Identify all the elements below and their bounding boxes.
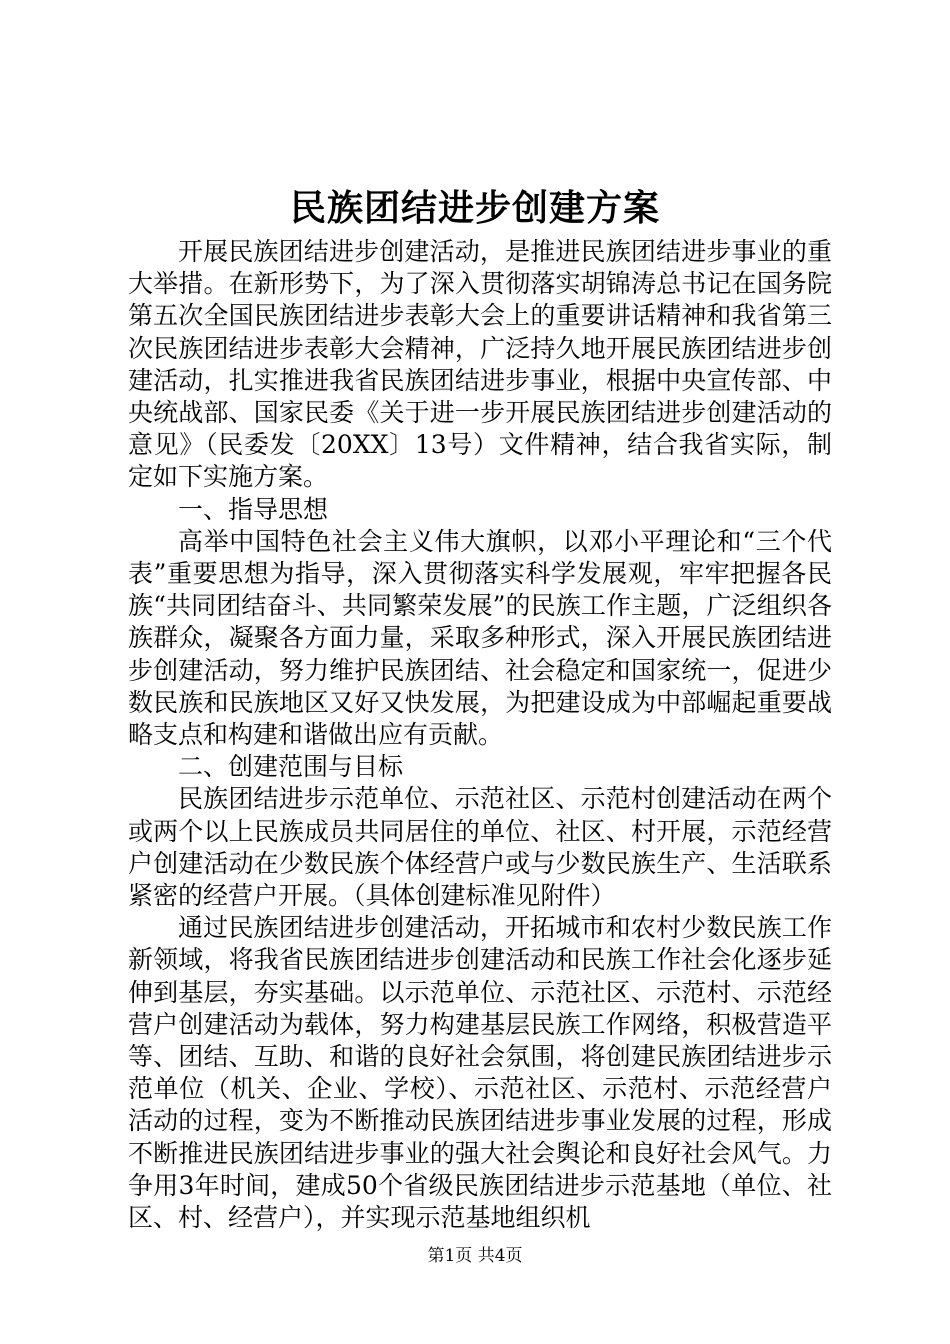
page-footer: 第1页 共4页 xyxy=(427,1246,523,1266)
paragraph-scope: 民族团结进步示范单位、示范社区、示范村创建活动在两个或两个以上民族成员共同居住的单位、社区、村开展，示范经营户创建活动在少数民族个体经营户或与少数民族生产、生活联系紧密的经营户开展。（具体创建标准见附件） xyxy=(128,784,832,911)
section-heading-guiding-ideology: 一、指导思想 xyxy=(178,494,329,524)
document-title: 民族团结进步创建方案 xyxy=(289,187,660,229)
paragraph-guiding-ideology: 高举中国特色社会主义伟大旗帜，以邓小平理论和“三个代表”重要思想为指导，深入贯彻落实科学发展观，牢牢把握各民族“共同团结奋斗、共同繁荣发展”的民族工作主题，广泛组织各族群众，凝聚各方面力量，采取多种形式，深入开展民族团结进步创建活动，努力维护民族团结、社会稳定和国家统一，促进少数民族和民族地区又好又快发展，为把建设成为中部崛起重要战略支点和构建和谐做出应有贡献。 xyxy=(128,526,832,750)
section-heading-scope-goals: 二、创建范围与目标 xyxy=(178,752,404,782)
paragraph-intro: 开展民族团结进步创建活动，是推进民族团结进步事业的重大举措。在新形势下，为了深入贯彻落实胡锦涛总书记在国务院第五次全国民族团结进步表彰大会上的重要讲话精神和我省第三次民族团结进步表彰大会精神，广泛持久地开展民族团结进步创建活动，扎实推进我省民族团结进步事业，根据中央宣传部、中央统战部、国家民委《关于进一步开展民族团结进步创建活动的意见》（民委发〔20XX〕13号）文件精神，结合我省实际，制定如下实施方案。 xyxy=(128,237,832,492)
paragraph-goals: 通过民族团结进步创建活动，开拓城市和农村少数民族工作新领域，将我省民族团结进步创建活动和民族工作社会化逐步延伸到基层，夯实基础。以示范单位、示范社区、示范村、示范经营户创建活动为载体，努力构建基层民族工作网络，积极营造平等、团结、互助、和谐的良好社会氛围，将创建民族团结进步示范单位（机关、企业、学校）、示范社区、示范村、示范经营户活动的过程，变为不断推动民族团结进步事业发展的过程，形成不断推进民族团结进步事业的强大社会舆论和良好社会风气。力争用3年时间，建成50个省级民族团结进步示范基地（单位、社区、村、经营户），并实现示范基地组织机 xyxy=(128,913,832,1233)
document-body xyxy=(128,236,832,1234)
